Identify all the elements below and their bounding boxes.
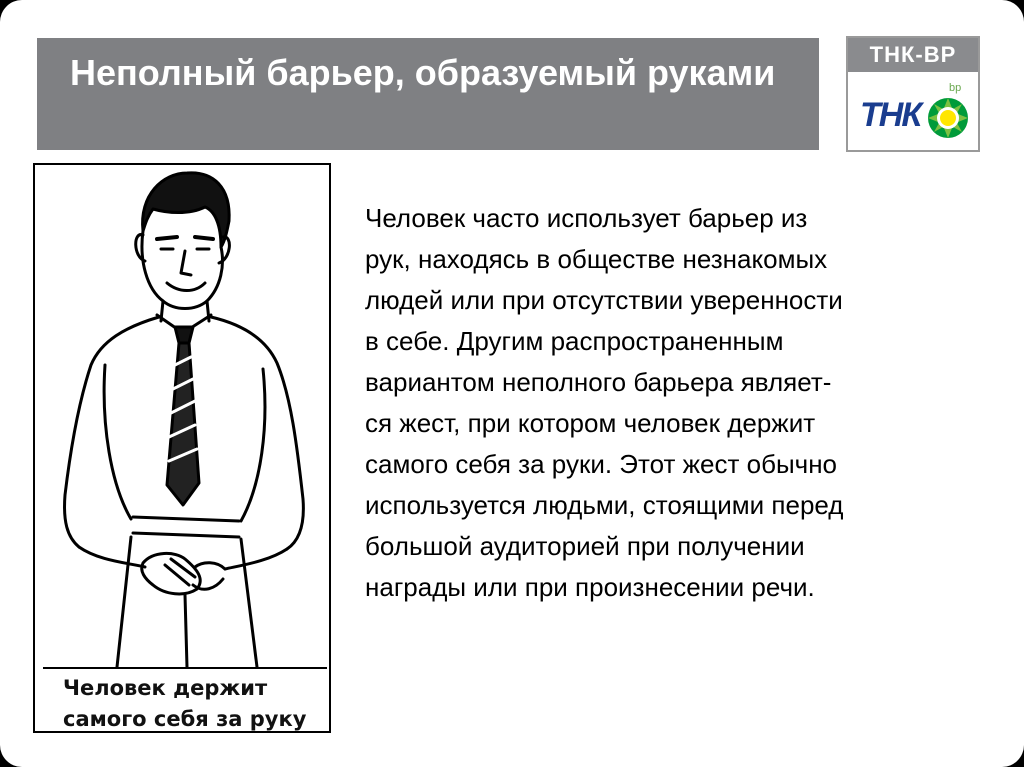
- bp-helios-icon: [926, 96, 970, 140]
- caption-divider: [43, 667, 327, 669]
- logo-tnk-wordmark: ТНК: [860, 96, 921, 134]
- logo-top-label: ТНК-ВР: [848, 38, 978, 72]
- title-bar: [37, 38, 819, 150]
- tnk-bp-logo: [846, 36, 980, 152]
- logo-bp-label: bp: [949, 82, 962, 94]
- illustration-caption: [63, 673, 323, 735]
- man-holding-hands-illustration: [35, 165, 329, 667]
- illustration-frame: [33, 163, 331, 733]
- slide-title: Неполный барьер, образуемый руками: [70, 52, 776, 93]
- caption-line-2: самого себя за руку: [63, 707, 307, 731]
- caption-line-1: Человек держит: [63, 676, 268, 700]
- body-paragraph: Человек часто использует барьер из рук, находясь в обществе незнакомых людей или при отсутствии уверенности в себе. Другим распространенным вариантом неполного барьера являет- ся жест, при котором человек держит самого себя за руки. Этот жест обычно используется людьми, стоящими перед большой аудиторией при получении награды или при произнесении речи.: [365, 203, 844, 602]
